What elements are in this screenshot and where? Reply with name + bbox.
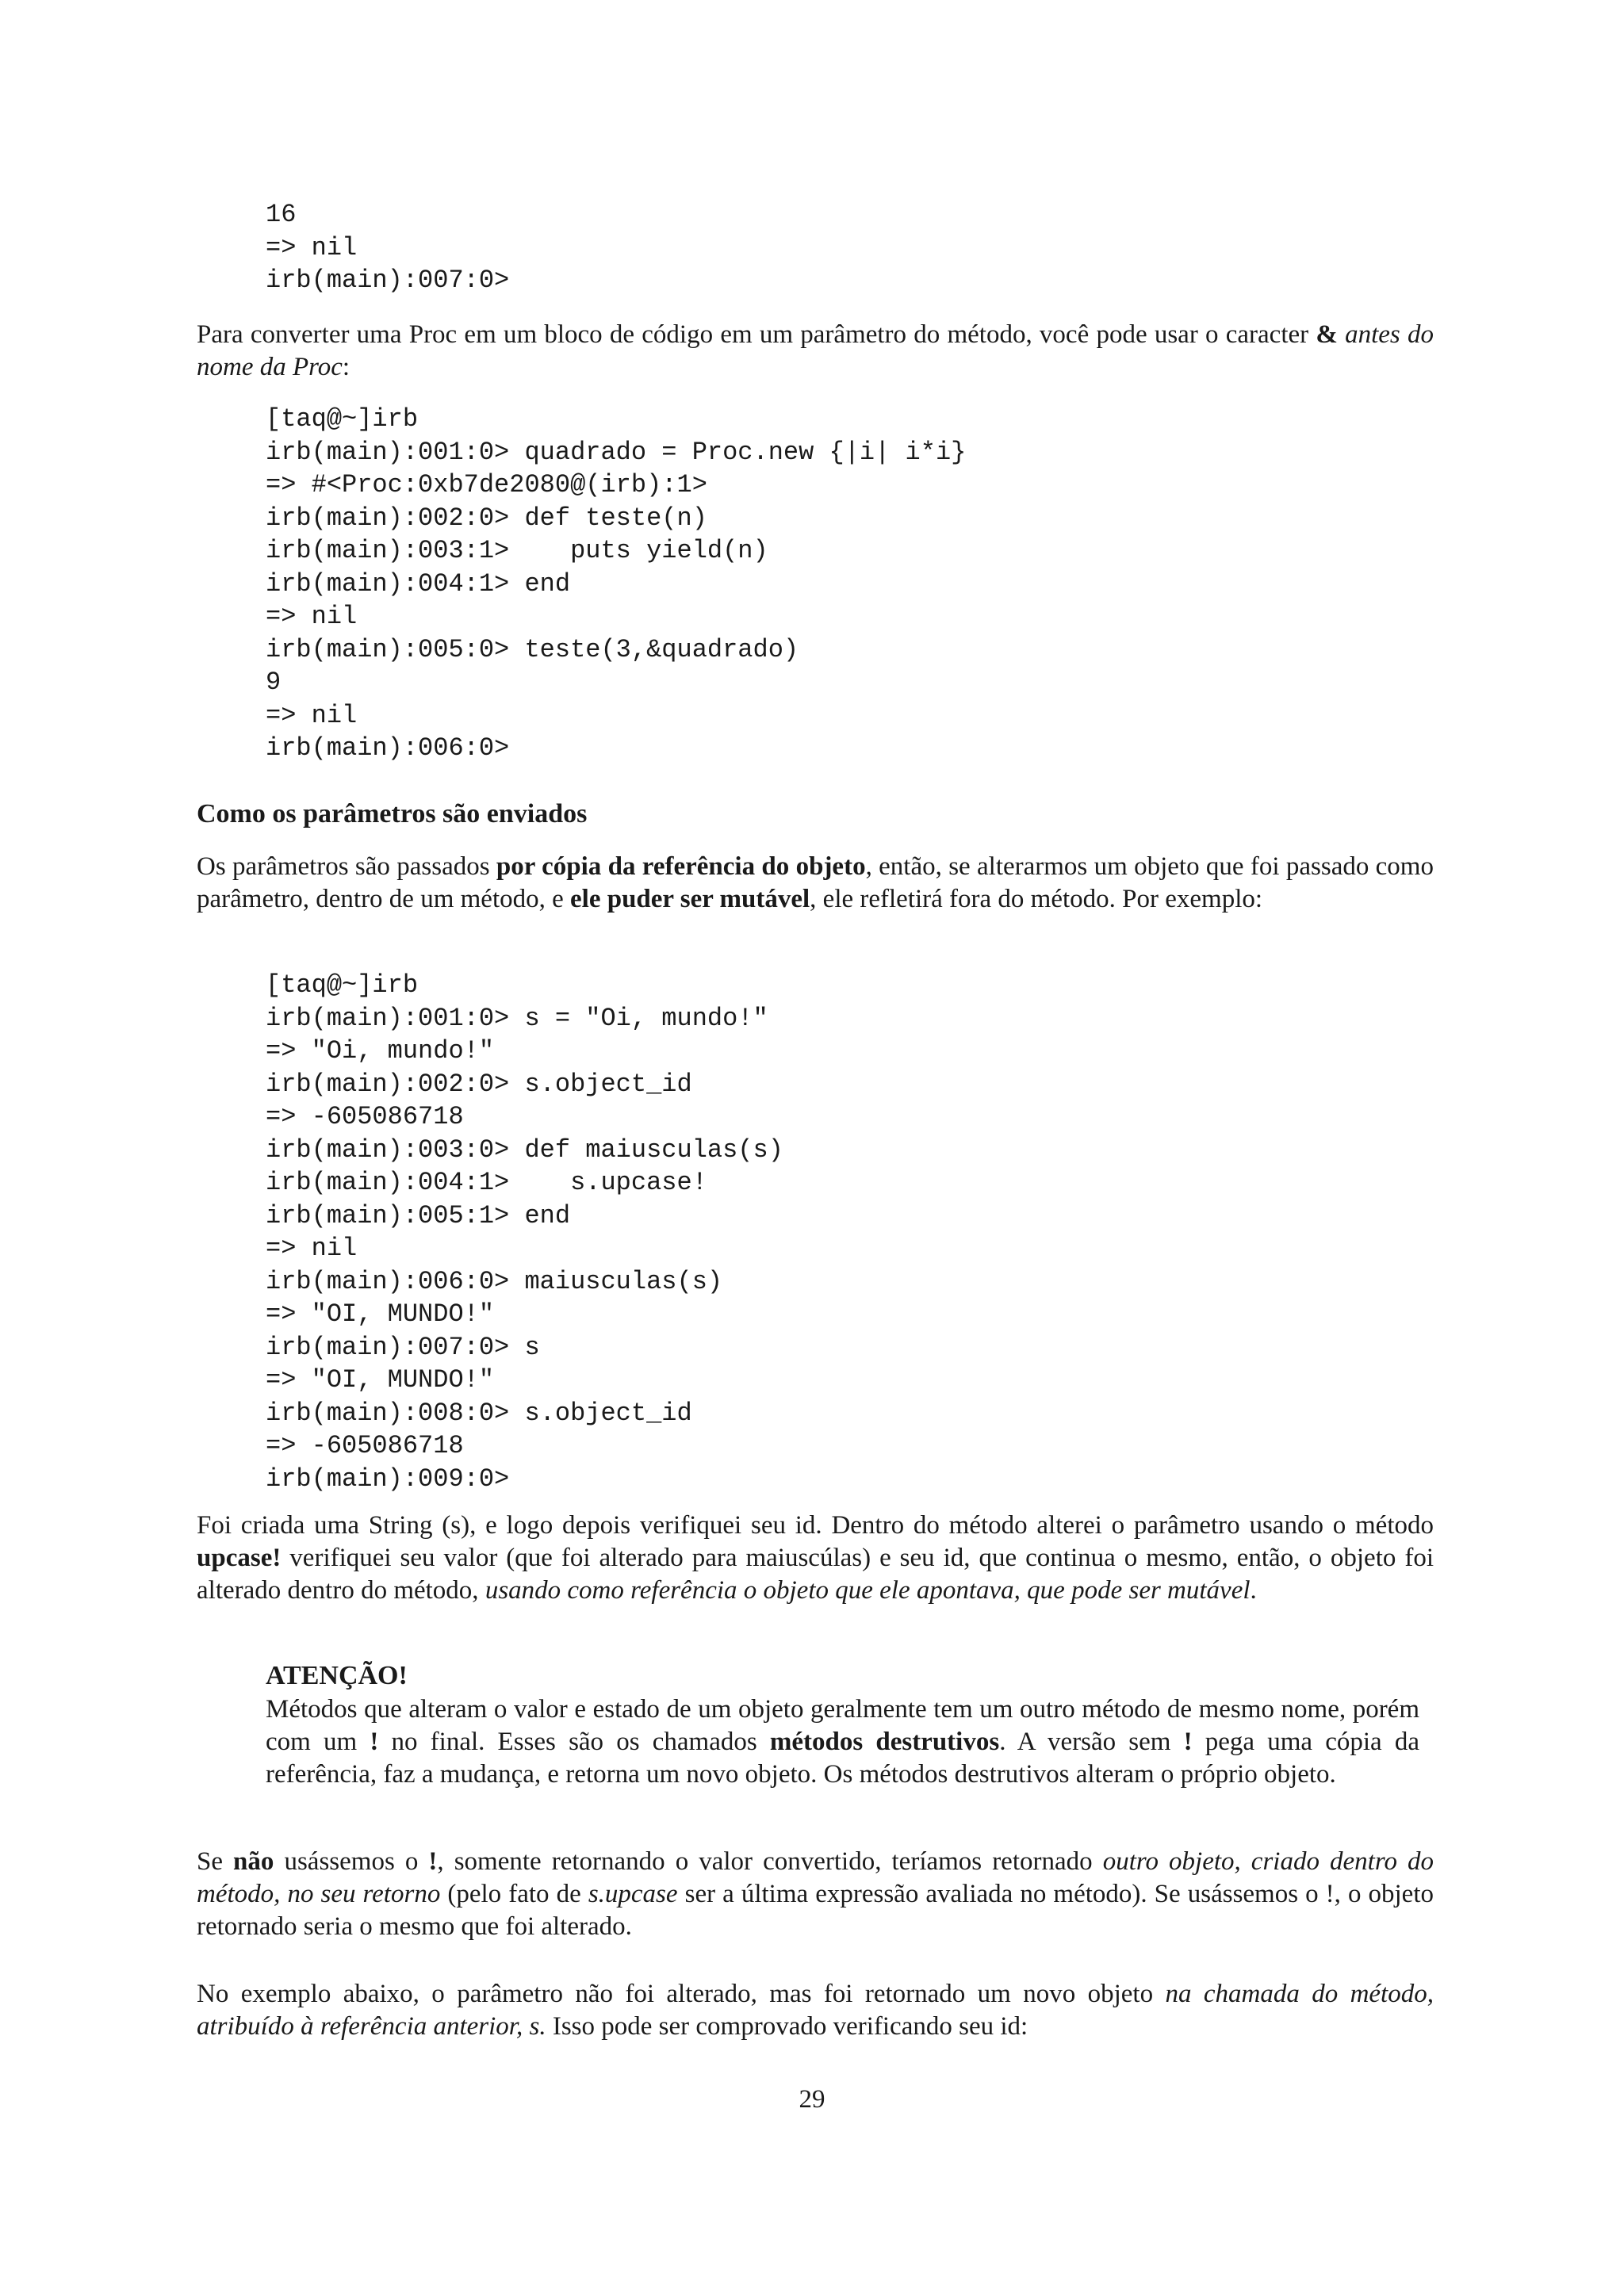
text-span: Se <box>197 1847 234 1876</box>
text-span: : <box>342 353 350 381</box>
section-heading: Como os parâmetros são enviados <box>197 799 588 828</box>
code-line: => "OI, MUNDO!" <box>266 1299 495 1329</box>
code-line: => "OI, MUNDO!" <box>266 1365 495 1395</box>
code-line: [taq@~]irb <box>266 970 419 1000</box>
italic-span: usando como referência o objeto que ele apontava, que pode ser mutável <box>485 1576 1251 1605</box>
code-line: => -605086718 <box>266 1431 464 1460</box>
bold-span: por cópia da referência do objeto <box>496 852 866 881</box>
code-line: irb(main):003:1> puts yield(n) <box>266 536 768 565</box>
text-span: Os parâmetros são passados <box>197 852 496 881</box>
code-line: [taq@~]irb <box>266 404 419 434</box>
code-line: irb(main):005:0> teste(3,&quadrado) <box>266 634 799 664</box>
text-span: . <box>1250 1576 1257 1605</box>
paragraph-string-example-explanation <box>197 1510 1434 1607</box>
paragraph-next-example <box>197 1978 1434 2043</box>
text-span: , somente retornando o valor convertido, teríamos retornado <box>437 1847 1103 1876</box>
code-line: irb(main):004:1> end <box>266 568 571 599</box>
text-span: no final. Esses são os chamados <box>378 1728 770 1756</box>
code-line: irb(main):006:0> maiusculas(s) <box>266 1266 723 1296</box>
code-line: => nil <box>266 700 358 730</box>
attention-note <box>266 1659 1419 1791</box>
text-span: Foi criada uma String (s), e logo depois verifiquei seu id. Dentro do método alterei o parâmetro usando o método <box>197 1511 1434 1540</box>
code-line: irb(main):003:0> def maiusculas(s) <box>266 1135 783 1165</box>
code-line: => #<Proc:0xb7de2080@(irb):1> <box>266 470 707 499</box>
text-span: usássemos o <box>274 1847 429 1876</box>
bold-span: ! <box>1183 1728 1193 1756</box>
code-line: irb(main):004:1> s.upcase! <box>266 1168 707 1197</box>
text-span: Métodos que alteram o valor e estado de um objeto geralmente tem um outro método de mesmo nome, porém com um <box>266 1695 1419 1756</box>
code-line: => nil <box>266 1234 358 1263</box>
code-line: irb(main):007:0> s <box>266 1332 540 1362</box>
code-line: irb(main):009:0> <box>266 1464 510 1494</box>
code-line: irb(main):007:0> <box>266 266 510 295</box>
text-span: (pelo fato de <box>440 1880 588 1908</box>
bold-span: ele puder ser mutável <box>570 885 810 913</box>
code-line: 16 <box>266 200 297 229</box>
note-title: ATENÇÃO! <box>266 1661 408 1690</box>
bold-span: ! <box>428 1847 438 1876</box>
code-block-3 <box>266 969 783 1495</box>
code-line: => nil <box>266 602 358 631</box>
code-line: => -605086718 <box>266 1102 464 1131</box>
text-span: , ele refletirá fora do método. Por exemplo: <box>810 885 1263 913</box>
text-span: No exemplo abaixo, o parâmetro não foi alterado, mas foi retornado um novo objeto <box>197 1980 1166 2008</box>
paragraph-parameter-passing <box>197 851 1434 916</box>
bold-span: métodos destrutivos <box>769 1728 1000 1756</box>
code-line: irb(main):006:0> <box>266 733 510 763</box>
text-span: verifiquei seu valor (que foi alterado para maiuscúlas) e seu id, que continua o mesmo, então, o objeto foi alterado dentro do método, <box>197 1544 1434 1605</box>
text-span: Para converter uma Proc em um bloco de código em um parâmetro do método, você pode usar o caracter <box>197 320 1316 349</box>
code-line: => nil <box>266 232 358 262</box>
text-span: ser a última expressão avaliada no método). Se usássemos o !, o objeto retornado seria o mesmo que foi alterado. <box>197 1880 1434 1941</box>
bold-span: ! <box>370 1728 379 1756</box>
bold-span: upcase! <box>197 1544 282 1572</box>
code-line: irb(main):001:0> s = "Oi, mundo!" <box>266 1003 768 1033</box>
code-line: irb(main):008:0> s.object_id <box>266 1398 692 1428</box>
text-span: pega uma cópia da referência, faz a mudança, e retorna um novo objeto. Os métodos destrutivos alteram o próprio objeto. <box>266 1728 1419 1789</box>
code-line: irb(main):002:0> s.object_id <box>266 1069 692 1099</box>
code-line: irb(main):002:0> def teste(n) <box>266 503 707 533</box>
code-line: irb(main):005:1> end <box>266 1200 571 1230</box>
italic-span: na chamada do método, atribuído à referência anterior, s. <box>197 1980 1434 2041</box>
code-block-2 <box>266 403 966 765</box>
italic-span: antes do nome da Proc <box>197 320 1434 381</box>
italic-span: s.upcase <box>588 1880 678 1908</box>
text-span: . A versão sem <box>999 1728 1184 1756</box>
paragraph-proc-conversion <box>197 319 1434 384</box>
code-line: 9 <box>266 668 282 697</box>
code-line: irb(main):001:0> quadrado = Proc.new {|i| i*i} <box>266 437 967 467</box>
code-block-1 <box>266 198 509 297</box>
paragraph-without-bang <box>197 1846 1434 1943</box>
text-span: Isso pode ser comprovado verificando seu id: <box>546 2012 1028 2041</box>
code-line: => "Oi, mundo!" <box>266 1036 495 1066</box>
text-span: , então, se alterarmos um objeto que foi passado como parâmetro, dentro de um método, e <box>197 852 1434 913</box>
page-number: 29 <box>799 2085 825 2114</box>
note-body <box>266 1693 1419 1791</box>
bold-span: não <box>233 1847 274 1876</box>
italic-span: outro objeto, criado dentro do método, no seu retorno <box>197 1847 1434 1908</box>
bold-span: & <box>1316 320 1338 349</box>
